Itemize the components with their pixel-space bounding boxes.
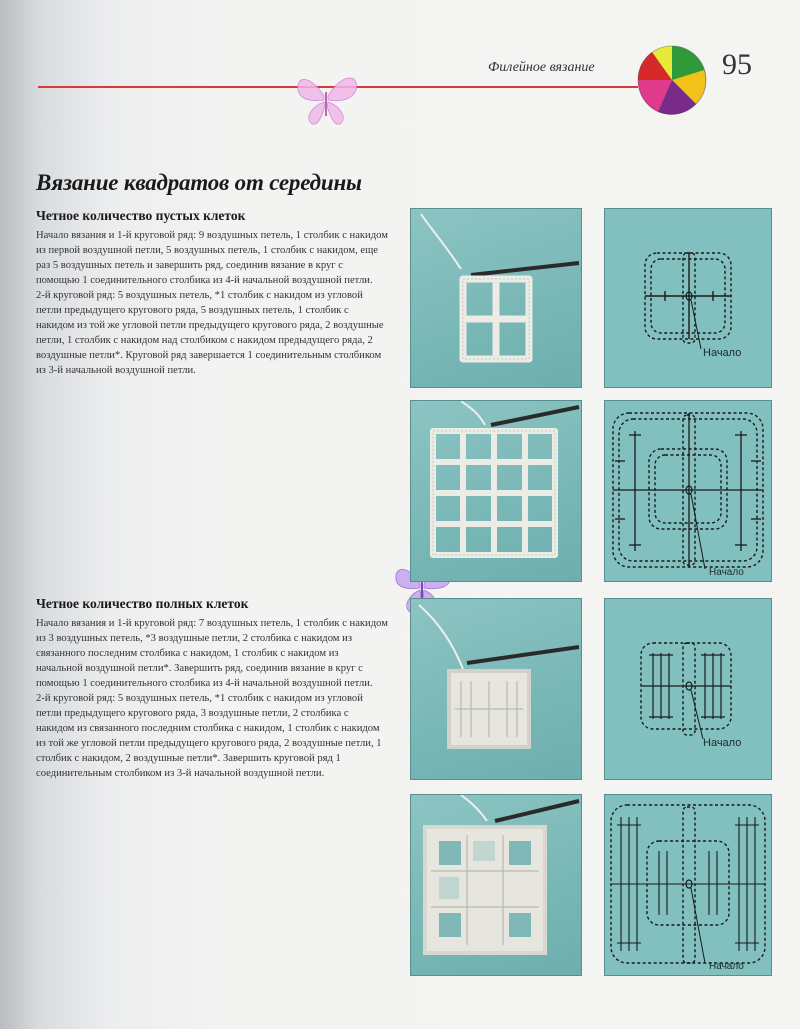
start-label: Начало [709, 961, 744, 972]
photo-empty-cells-row2 [410, 400, 582, 582]
paragraph: Начало вязания и 1-й круговой ряд: 9 воздушных петель, 1 столбик с накидом из первой воздушной петли, 5 воздушных петель, 1 столбик с накидом, еще раз 5 воздушных петель и завершить ряд, соединив вязание в круг с помощью 1 соединительного столбика из 4-й начальной воздушной петли. [36, 230, 388, 286]
photo-full-cells-row2 [410, 794, 582, 976]
butterfly-icon [290, 66, 362, 132]
diagram-full-cells-row2 [604, 794, 772, 976]
paragraph: 2-й круговой ряд: 5 воздушных петель, *1 столбик с накидом из угловой петли предыдущего кругового ряда, 3 воздушные петли, 2 столбика с накидом из связанного последним столбика с накидом, 1 столбик с накидом из той же угловой петли предыдущего кругового ряда, 2 воздушные петли, 1 столбик с накидом, 2 воздушные петли*. Завершить круговой ряд 1 соединительным столбиком из 3-й начальной воздушной петли. [36, 693, 382, 779]
diagram-full-cells-row1 [604, 598, 772, 780]
start-label: Начало [703, 737, 742, 749]
paragraph: Начало вязания и 1-й круговой ряд: 7 воздушных петель, 1 столбик с накидом из 3 воздушных петель, *3 воздушные петли, 2 столбика с накидом из связанного последним столбика с накидом, 1 столбик с накидом из начальной воздушной петли*. Завершить ряд, соединив вязание в круг с помощью 1 соединительного столбика из 4-й начальной воздушной петли. [36, 618, 388, 689]
running-title: Филейное вязание [488, 60, 595, 75]
yarn-ball-icon [636, 44, 708, 116]
section-title-full-cells: Четное количество полных клеток [36, 596, 249, 611]
photo-full-cells-row1 [410, 598, 582, 780]
photo-empty-cells-row1 [410, 208, 582, 388]
section-text-full-cells [36, 616, 388, 781]
page-number: 95 [722, 48, 752, 81]
page-heading: Вязание квадратов от середины [36, 170, 362, 195]
section-title-empty-cells: Четное количество пустых клеток [36, 208, 246, 223]
section-text-empty-cells [36, 228, 388, 378]
start-label: Начало [703, 347, 742, 359]
paragraph: 2-й круговой ряд: 5 воздушных петель, *1 столбик с накидом из угловой петли предыдущего кругового ряда, 5 воздушных петель, 1 столбик с накидом из той же угловой петли предыдущего кругового ряда, 2 воздушные петли, 1 столбик с накидом над столбиком с накидом предыдущего ряда, 2 воздушные петли*. Круговой ряд завершается 1 соединительным столбиком из 3-й начальной воздушной петли. [36, 290, 384, 376]
diagram-empty-cells-row1 [604, 208, 772, 388]
start-label: Начало [709, 567, 744, 578]
diagram-empty-cells-row2 [604, 400, 772, 582]
